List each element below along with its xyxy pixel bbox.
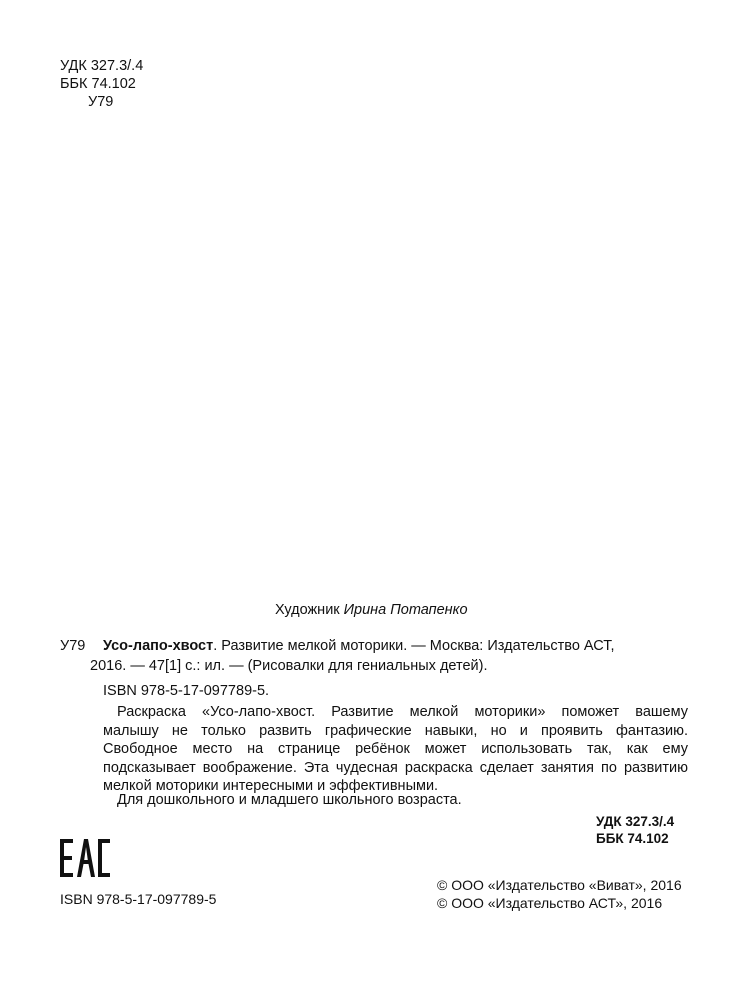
copyright-line: © ООО «Издательство АСТ», 2016: [437, 895, 663, 911]
annotation-line: Свободное место на странице ребёнок может использовать так, как ему: [103, 741, 688, 757]
annotation: [103, 703, 688, 796]
annotation-line: мелкой моторики интересными и эффективными.: [103, 778, 439, 794]
annotation-line: малышу не только развить графические навыки, но и проявить фантазию.: [103, 722, 688, 739]
udk-code: УДК 327.3/.4: [60, 58, 144, 74]
udk-code-right: УДК 327.3/.4: [596, 814, 675, 829]
eac-mark-icon: [60, 839, 110, 877]
audience-note: Для дошкольного и младшего школьного возраста.: [117, 792, 462, 808]
annotation-line: подсказывает воображение. Эта чудесная раскраска сделает занятия по развитию: [103, 759, 688, 776]
artist-credit: [275, 602, 468, 618]
entry-description: . Развитие мелкой моторики. — Москва: Издательство АСТ,: [213, 638, 615, 654]
bibliographic-entry: [60, 636, 688, 676]
bbk-code-right: ББК 74.102: [596, 831, 669, 846]
right-classification-codes: [596, 813, 674, 847]
copyright-block: [437, 876, 682, 912]
entry-line-1: [60, 636, 688, 656]
entry-line-2: 2016. — 47[1] с.: ил. — (Рисовалки для гениальных детей).: [90, 658, 488, 674]
entry-title: Усо-лапо-хвост: [103, 638, 214, 654]
artist-name: Ирина Потапенко: [343, 602, 468, 618]
bbk-code: ББК 74.102: [60, 76, 136, 92]
isbn-line: ISBN 978-5-17-097789-5.: [103, 683, 270, 699]
author-mark: У79: [88, 94, 114, 110]
isbn-bottom: ISBN 978-5-17-097789-5: [60, 891, 217, 907]
copyright-line: © ООО «Издательство «Виват», 2016: [437, 877, 682, 893]
artist-label: Художник: [275, 602, 344, 618]
annotation-line: Раскраска «Усо-лапо-хвост. Развитие мелкой моторики» поможет вашему: [117, 704, 688, 720]
entry-author-mark: У79: [60, 638, 86, 654]
